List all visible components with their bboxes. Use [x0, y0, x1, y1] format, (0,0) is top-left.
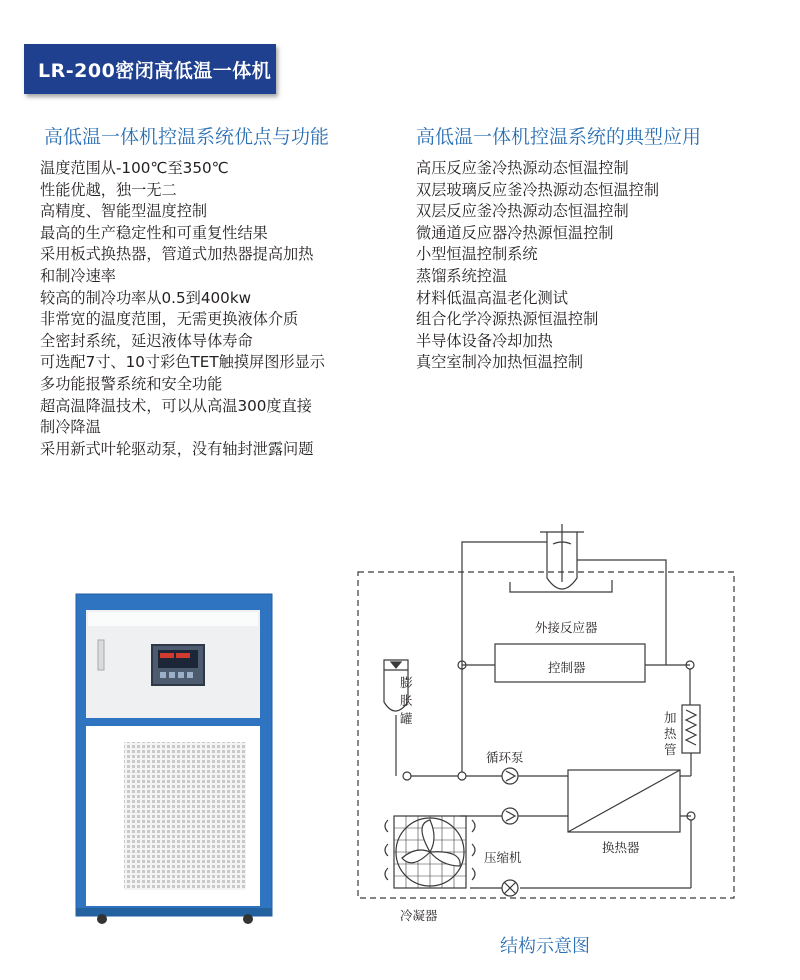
list-item: 可选配7寸、10寸彩色TET触摸屏图形显示	[40, 353, 325, 372]
list-item: 采用新式叶轮驱动泵，没有轴封泄露问题	[40, 439, 314, 458]
list-item: 小型恒温控制系统	[416, 245, 538, 264]
list-item: 非常宽的温度范围，无需更换液体介质	[40, 310, 299, 329]
list-item: 全密封系统，延迟液体导体寿命	[40, 331, 253, 350]
diagram-caption: 结构示意图	[500, 936, 590, 957]
label-expansion-tank: 膨胀罐	[400, 675, 413, 726]
machine-photo	[72, 590, 292, 925]
applications-list	[416, 158, 659, 374]
list-item: 半导体设备冷却加热	[416, 331, 553, 350]
list-item: 双层玻璃反应釜冷热源动态恒温控制	[416, 180, 659, 199]
list-item: 温度范围从-100℃至350℃	[40, 159, 229, 177]
vent-grill	[124, 742, 246, 890]
list-item: 微通道反应器冷热源恒温控制	[416, 223, 614, 242]
list-item: 采用板式换热器，管道式加热器提高加热	[40, 245, 314, 264]
label-controller: 控制器	[548, 660, 586, 675]
list-item: 和制冷速率	[40, 266, 116, 285]
label-heat-exchanger: 换热器	[602, 840, 640, 855]
list-item: 组合化学冷源热源恒温控制	[416, 310, 599, 329]
list-item: 真空室制冷加热恒温控制	[416, 353, 584, 372]
advantages-heading: 高低温一体机控温系统优点与功能	[44, 126, 330, 148]
list-item: 高精度、智能型温度控制	[40, 202, 208, 221]
label-compressor: 压缩机	[484, 850, 522, 865]
applications-heading: 高低温一体机控温系统的典型应用	[416, 126, 702, 148]
label-reactor: 外接反应器	[535, 620, 598, 635]
list-item: 制冷降温	[40, 418, 101, 437]
list-item: 超高温降温技术，可以从高温300度直接	[40, 396, 312, 415]
list-item: 材料低温高温老化测试	[416, 288, 568, 307]
label-heater: 加热管	[664, 710, 677, 757]
list-item: 性能优越，独一无二	[40, 180, 177, 199]
list-item: 较高的制冷功率从0.5到400kw	[40, 288, 252, 307]
list-item: 双层反应釜冷热源动态恒温控制	[416, 202, 629, 221]
list-item: 多功能报警系统和安全功能	[40, 374, 223, 393]
label-condenser: 冷凝器	[400, 908, 438, 923]
list-item: 高压反应釜冷热源动态恒温控制	[416, 159, 629, 177]
product-title: LR-200密闭高低温一体机	[38, 59, 272, 82]
advantages-list	[40, 158, 325, 460]
list-item: 蒸馏系统控温	[416, 266, 508, 285]
product-title-banner	[24, 44, 276, 94]
list-item: 最高的生产稳定性和可重复性结果	[40, 223, 268, 242]
label-pump: 循环泵	[486, 750, 524, 765]
